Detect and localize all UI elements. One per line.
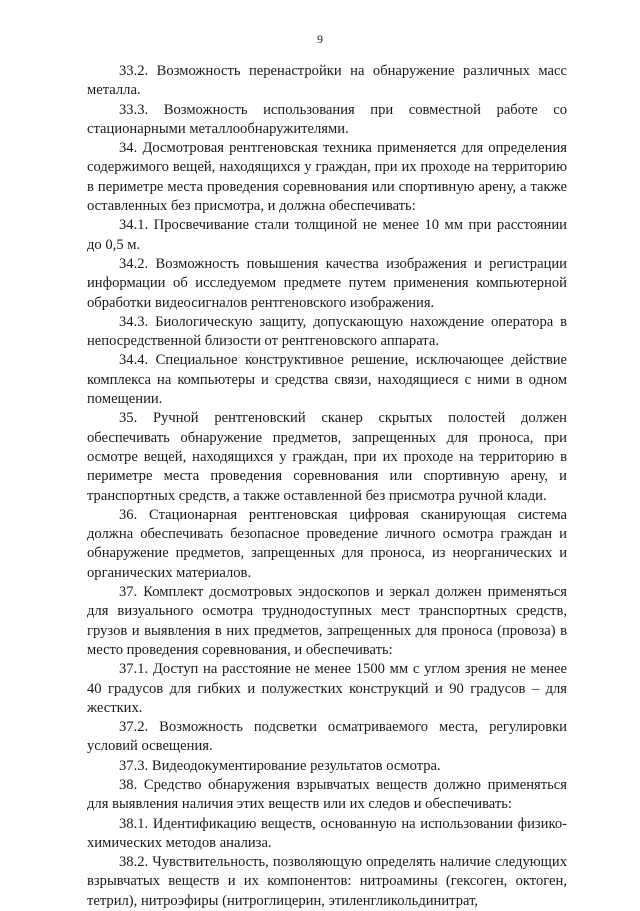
paragraph-33-2: 33.2. Возможность перенастройки на обнаружение различных масс металла. xyxy=(87,63,567,99)
paragraph-37: 37. Комплект досмотровых эндоскопов и зеркал должен применяться для визуального осмотра труднодоступных мест транспортных средств, грузов и выявления в них предметов, запрещенных для проноса (провоза) в место проведения соревнования, и обеспечивать: xyxy=(87,584,567,658)
paragraph-38-1: 38.1. Идентификацию веществ, основанную на использовании физико-химических методов анализа. xyxy=(87,815,567,851)
paragraph-36: 36. Стационарная рентгеновская цифровая сканирующая система должна обеспечивать безопасное проведение личного осмотра граждан и обнаружение предметов, запрещенных для проноса, из неорганических и органических материалов. xyxy=(87,506,567,581)
paragraph-37-2: 37.2. Возможность подсветки осматриваемого места, регулировки условий освещения. xyxy=(87,719,567,755)
paragraph-34-2: 34.2. Возможность повышения качества изображения и регистрации информации об исследуемом предмете путем применения компьютерной обработки видеосигналов рентгеновского изображения. xyxy=(87,255,567,311)
page-number: 9 xyxy=(317,32,323,46)
paragraph-34-3: 34.3. Биологическую защиту, допускающую нахождение оператора в непосредственной близости от рентгеновского аппарата. xyxy=(87,313,567,350)
paragraph-34: 34. Досмотровая рентгеновская техника применяется для определения содержимого вещей, находящихся у граждан, при их проходе на территорию в периметре места проведения соревнования или спортивную арену, а также оставленных без присмотра, и должна обеспечивать: xyxy=(87,140,567,215)
paragraph-35: 35. Ручной рентгеновский сканер скрытых полостей должен обеспечивать обнаружение предметов, запрещенных для проноса, при осмотре вещей, находящихся у граждан, при их проходе на территорию в периметре места проведения соревнования или спортивную арену, и транспортных средств, а также оставленной без присмотра ручной клади. xyxy=(87,410,567,504)
paragraph-38: 38. Средство обнаружения взрывчатых веществ должно применяться для выявления наличия этих веществ или их следов и обеспечивать: xyxy=(87,776,567,813)
paragraph-33-3: 33.3. Возможность использования при совместной работе со стационарными металлообнаружителями. xyxy=(87,101,567,137)
paragraph-34-4: 34.4. Специальное конструктивное решение, исключающее действие комплекса на компьютеры и средства связи, находящиеся с ними в одном помещении. xyxy=(87,352,567,408)
paragraph-37-1: 37.1. Доступ на расстояние не менее 1500 мм с углом зрения не менее 40 градусов для гибких и полужестких конструкций и 90 градусов – для жестких. xyxy=(87,661,567,716)
paragraph-34-1: 34.1. Просвечивание стали толщиной не менее 10 мм при расстоянии до 0,5 м. xyxy=(87,217,567,253)
paragraph-38-2: 38.2. Чувствительность, позволяющую определять наличие следующих взрывчатых веществ и их компонентов: нитроамины (гексоген, октоген, тетрил), нитроэфиры (нитроглицерин, этиленгликольдинитрат, xyxy=(87,854,567,909)
paragraph-37-3: 37.3. Видеодокументирование результатов осмотра. xyxy=(119,757,441,774)
document-body xyxy=(87,62,567,911)
